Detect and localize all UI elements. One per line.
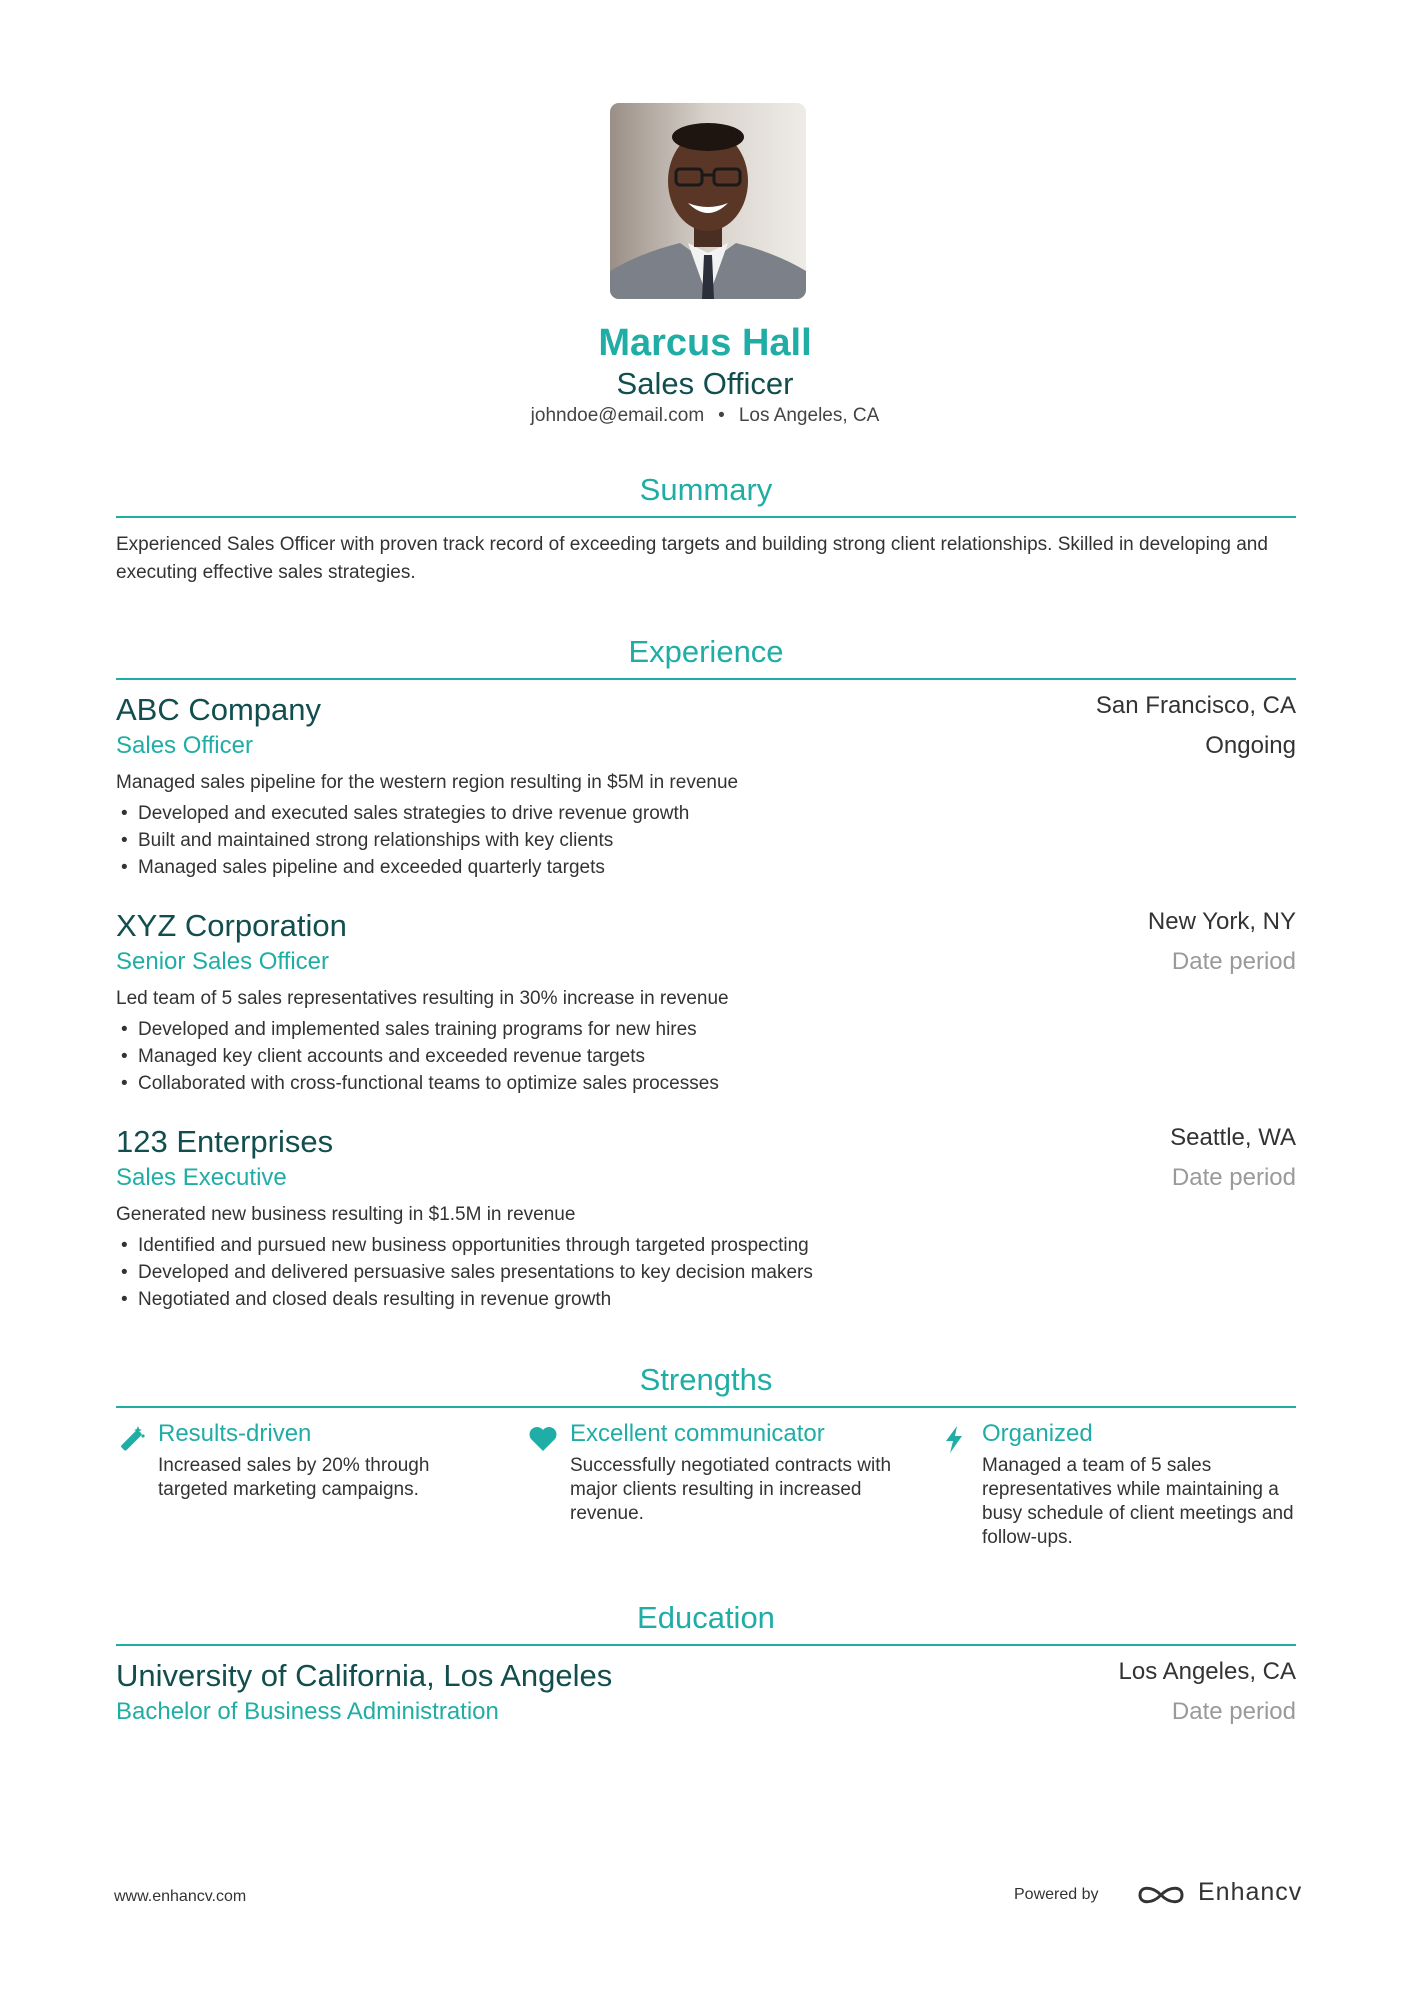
- section-divider: [116, 1406, 1296, 1408]
- enhancv-logo[interactable]: [1134, 1878, 1304, 1912]
- infinity-logo-icon: [1134, 1878, 1188, 1912]
- job-role: Sales Officer: [116, 732, 253, 759]
- contact-separator: •: [718, 405, 725, 426]
- profile-photo: [610, 103, 806, 299]
- strength-text: Increased sales by 20% through targeted marketing campaigns.: [158, 1455, 430, 1500]
- candidate-headline: Sales Officer: [616, 366, 794, 401]
- job-period: Ongoing: [1205, 732, 1296, 759]
- job-location: San Francisco, CA: [1095, 692, 1296, 719]
- section-divider: [116, 516, 1296, 518]
- contact-email[interactable]: johndoe@email.com: [530, 405, 705, 426]
- education-degree: Bachelor of Business Administration: [116, 1698, 499, 1725]
- job-bullet: • Collaborated with cross-functional teams to optimize sales processes: [120, 1070, 719, 1097]
- job-bullets: [120, 1016, 719, 1097]
- education-period: Date period: [1171, 1698, 1296, 1725]
- job-description: Generated new business resulting in $1.5M in revenue: [116, 1204, 576, 1225]
- job-location: Seattle, WA: [1170, 1124, 1296, 1151]
- strength-title: Results-driven: [158, 1420, 312, 1447]
- section-title-experience: Experience: [628, 634, 784, 669]
- job-bullet: • Negotiated and closed deals resulting in revenue growth: [120, 1286, 813, 1313]
- section-title-summary: Summary: [639, 472, 773, 507]
- job-bullet: • Identified and pursued new business opportunities through targeted prospecting: [120, 1232, 813, 1259]
- strength-title: Organized: [982, 1420, 1093, 1447]
- contact-line: [0, 405, 1410, 427]
- job-location: New York, NY: [1147, 908, 1296, 935]
- job-role: Senior Sales Officer: [116, 948, 329, 975]
- strength-text: Successfully negotiated contracts with major clients resulting in increased revenue.: [570, 1455, 892, 1524]
- education-school: University of California, Los Angeles: [116, 1658, 613, 1693]
- job-company: ABC Company: [116, 692, 322, 727]
- job-bullet: • Developed and implemented sales training programs for new hires: [120, 1016, 719, 1043]
- footer-powered-by: Powered by: [1014, 1886, 1099, 1903]
- contact-location: Los Angeles, CA: [738, 405, 880, 426]
- job-company: 123 Enterprises: [116, 1124, 334, 1159]
- summary-text: Experienced Sales Officer with proven track record of exceeding targets and building strong client relationships. Skilled in developing and executing effective sales strategies.: [116, 534, 1268, 583]
- job-company: XYZ Corporation: [116, 908, 347, 943]
- enhancv-logo-text: Enhancv: [1198, 1878, 1303, 1906]
- strength-title: Excellent communicator: [570, 1420, 825, 1447]
- section-title-strengths: Strengths: [639, 1362, 773, 1397]
- job-bullet: • Managed sales pipeline and exceeded quarterly targets: [120, 854, 689, 881]
- job-bullet: • Developed and executed sales strategies to drive revenue growth: [120, 800, 689, 827]
- job-description: Led team of 5 sales representatives resulting in 30% increase in revenue: [116, 988, 729, 1009]
- job-bullets: [120, 800, 689, 881]
- candidate-name: Marcus Hall: [598, 322, 812, 364]
- job-bullets: [120, 1232, 813, 1313]
- job-role: Sales Executive: [116, 1164, 287, 1191]
- job-bullet: • Built and maintained strong relationships with key clients: [120, 827, 689, 854]
- magic-wand-icon: [116, 1424, 146, 1454]
- job-period: Date period: [1171, 948, 1296, 975]
- job-bullet: • Developed and delivered persuasive sales presentations to key decision makers: [120, 1259, 813, 1286]
- job-period: Date period: [1171, 1164, 1296, 1191]
- section-title-education: Education: [637, 1600, 775, 1635]
- education-location: Los Angeles, CA: [1118, 1658, 1296, 1685]
- job-description: Managed sales pipeline for the western region resulting in $5M in revenue: [116, 772, 739, 793]
- section-divider: [116, 678, 1296, 680]
- strength-text: Managed a team of 5 sales representatives while maintaining a busy schedule of client meetings and follow-ups.: [982, 1455, 1294, 1548]
- lightning-bolt-icon: [940, 1424, 970, 1454]
- section-divider: [116, 1644, 1296, 1646]
- heart-icon: [528, 1424, 558, 1454]
- job-bullet: • Managed key client accounts and exceeded revenue targets: [120, 1043, 719, 1070]
- footer-website-link[interactable]: www.enhancv.com: [114, 1888, 247, 1905]
